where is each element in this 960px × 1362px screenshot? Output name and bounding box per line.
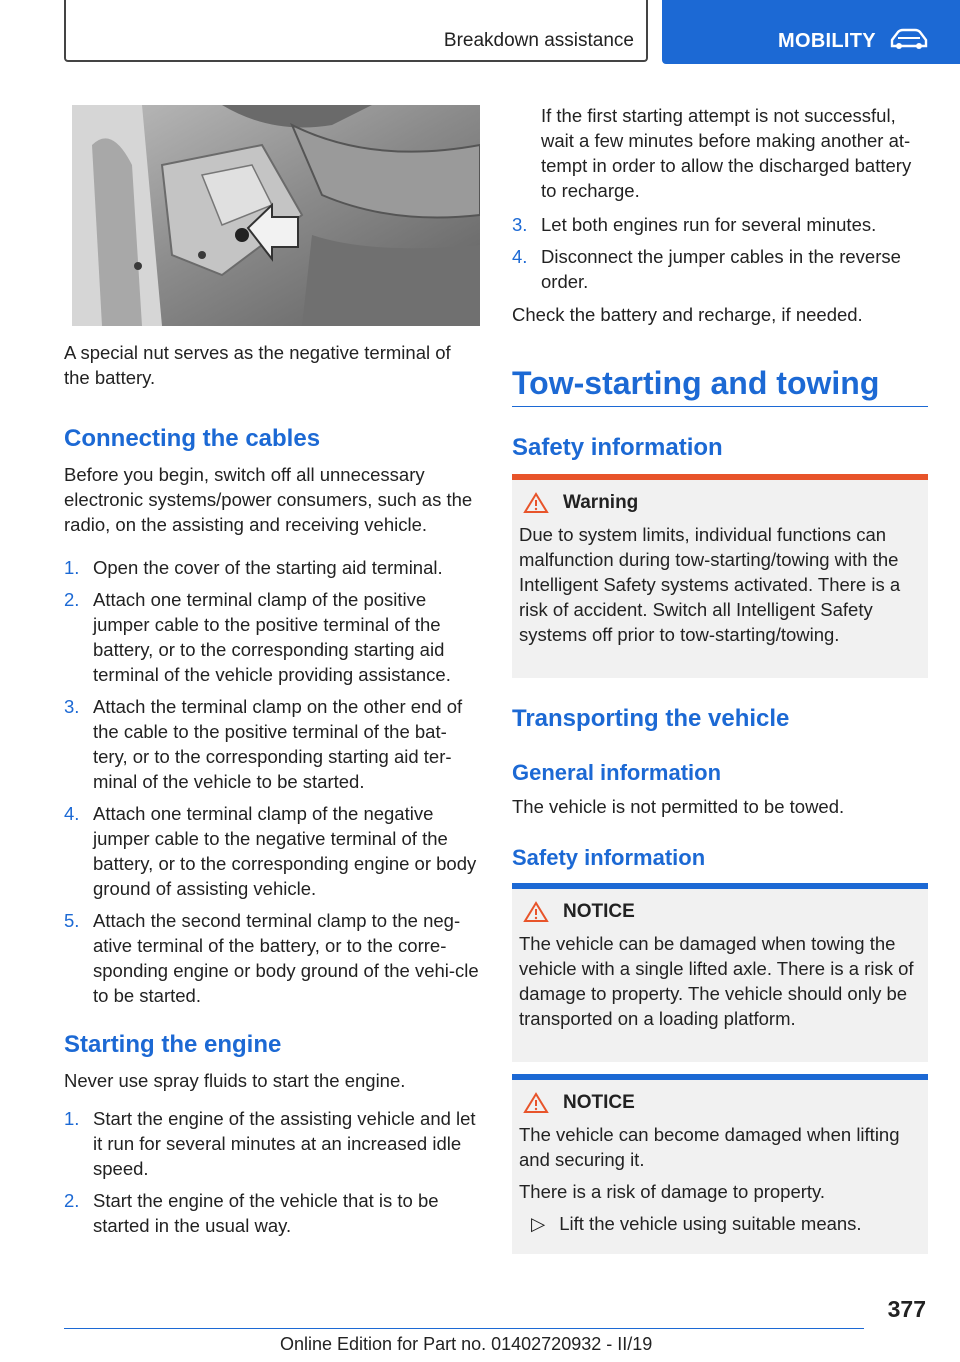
retry-text: If the first starting attempt is not successful, wait a few minutes before making another at-tempt in order to allow the discharged battery to recharge. xyxy=(541,105,912,201)
safety-heading: Safety information xyxy=(512,434,723,461)
notice-box xyxy=(512,883,928,1062)
list-item: 2. Attach one terminal clamp of the positive jumper cable to the positive terminal of the battery, or to the corresponding starting aid terminal of the vehicle providing assistance. xyxy=(64,589,451,685)
notice-text: There is a risk of damage to property. xyxy=(519,1181,826,1202)
triangle-bullet-icon: ▷ xyxy=(531,1213,546,1234)
heading-rule xyxy=(512,406,928,407)
warning-label: Warning xyxy=(563,492,639,513)
notice-label: NOTICE xyxy=(563,1092,635,1113)
notice-text: The vehicle can become damaged when lifting and securing it. xyxy=(519,1124,900,1170)
tow-heading: Tow-starting and towing xyxy=(512,365,880,401)
warning-text: Due to system limits, individual functions can malfunction during tow-starting/towing with the Intelligent Safety systems activated. There is a risk of accident. Switch all Intelligent Safety systems off prior to tow-starting/towing. xyxy=(519,524,901,645)
general-heading: General information xyxy=(512,760,722,785)
edition-text: Online Edition for Part no. 01402720932 - II/19 xyxy=(280,1334,653,1354)
general-text: The vehicle is not permitted to be towed. xyxy=(512,796,845,817)
notice-text: The vehicle can be damaged when towing the vehicle with a single lifted axle. There is a risk of damage to property. The vehicle should only be transported on a loading platform. xyxy=(519,933,914,1029)
section-title: Breakdown assistance xyxy=(443,30,634,51)
starting-heading: Starting the engine xyxy=(64,1031,282,1058)
header-section-tab xyxy=(64,0,648,62)
footer-rule xyxy=(64,1328,864,1329)
starting-intro: Never use spray fluids to start the engine. xyxy=(64,1070,406,1091)
list-item: 3. Attach the terminal clamp on the other end of the cable to the positive terminal of the bat-tery, or to the corresponding starting aid ter-minal of the vehicle to be started. xyxy=(64,696,463,792)
notice-triangle-icon xyxy=(523,901,549,923)
car-icon xyxy=(888,28,930,50)
notice-bar xyxy=(512,1074,928,1080)
starting-steps xyxy=(64,1106,480,1245)
warning-bar xyxy=(512,474,928,480)
notice-bullets xyxy=(519,1211,921,1236)
page-number: 377 xyxy=(887,1296,926,1322)
safety2-heading: Safety information xyxy=(512,845,706,870)
warning-header xyxy=(523,492,921,514)
notice-header xyxy=(523,1092,921,1114)
connecting-steps xyxy=(64,555,480,1015)
photo-caption: A special nut serves as the negative terminal of the battery. xyxy=(64,342,451,388)
warning-box xyxy=(512,474,928,678)
chapter-title: MOBILITY xyxy=(778,30,876,52)
list-item: 4. Disconnect the jumper cables in the reverse order. xyxy=(512,246,901,292)
notice-triangle-icon xyxy=(523,1092,549,1114)
list-item: 3. Let both engines run for several minutes. xyxy=(512,214,877,235)
connecting-intro: Before you begin, switch off all unnecessary electronic systems/power consumers, such as the radio, on the assisting and receiving vehicle. xyxy=(64,464,473,535)
list-item: 5. Attach the second terminal clamp to the neg-ative terminal of the battery, or to the corre-sponding engine or body ground of the vehi-cle to be started. xyxy=(64,910,479,1006)
engine-bay-photo xyxy=(72,105,480,326)
check-battery-text: Check the battery and recharge, if needed. xyxy=(512,304,863,325)
list-item: 1. Start the engine of the assisting vehicle and let it run for several minutes at an increased idle speed. xyxy=(64,1108,476,1179)
notice-header xyxy=(523,901,921,923)
final-steps xyxy=(512,212,928,301)
notice-label: NOTICE xyxy=(563,901,635,922)
notice-bar xyxy=(512,883,928,889)
list-item: 4. Attach one terminal clamp of the negative jumper cable to the negative terminal of the battery, or to the corresponding engine or body ground of assisting vehicle. xyxy=(64,803,477,899)
connecting-heading: Connecting the cables xyxy=(64,425,321,452)
warning-triangle-icon xyxy=(523,492,549,514)
chapter-tab xyxy=(662,0,960,64)
list-item: 2. Start the engine of the vehicle that is to be started in the usual way. xyxy=(64,1190,439,1236)
transport-heading: Transporting the vehicle xyxy=(512,705,790,732)
list-item: ▷ Lift the vehicle using suitable means. xyxy=(531,1213,862,1234)
notice-box xyxy=(512,1074,928,1254)
list-item: 1. Open the cover of the starting aid terminal. xyxy=(64,557,443,578)
